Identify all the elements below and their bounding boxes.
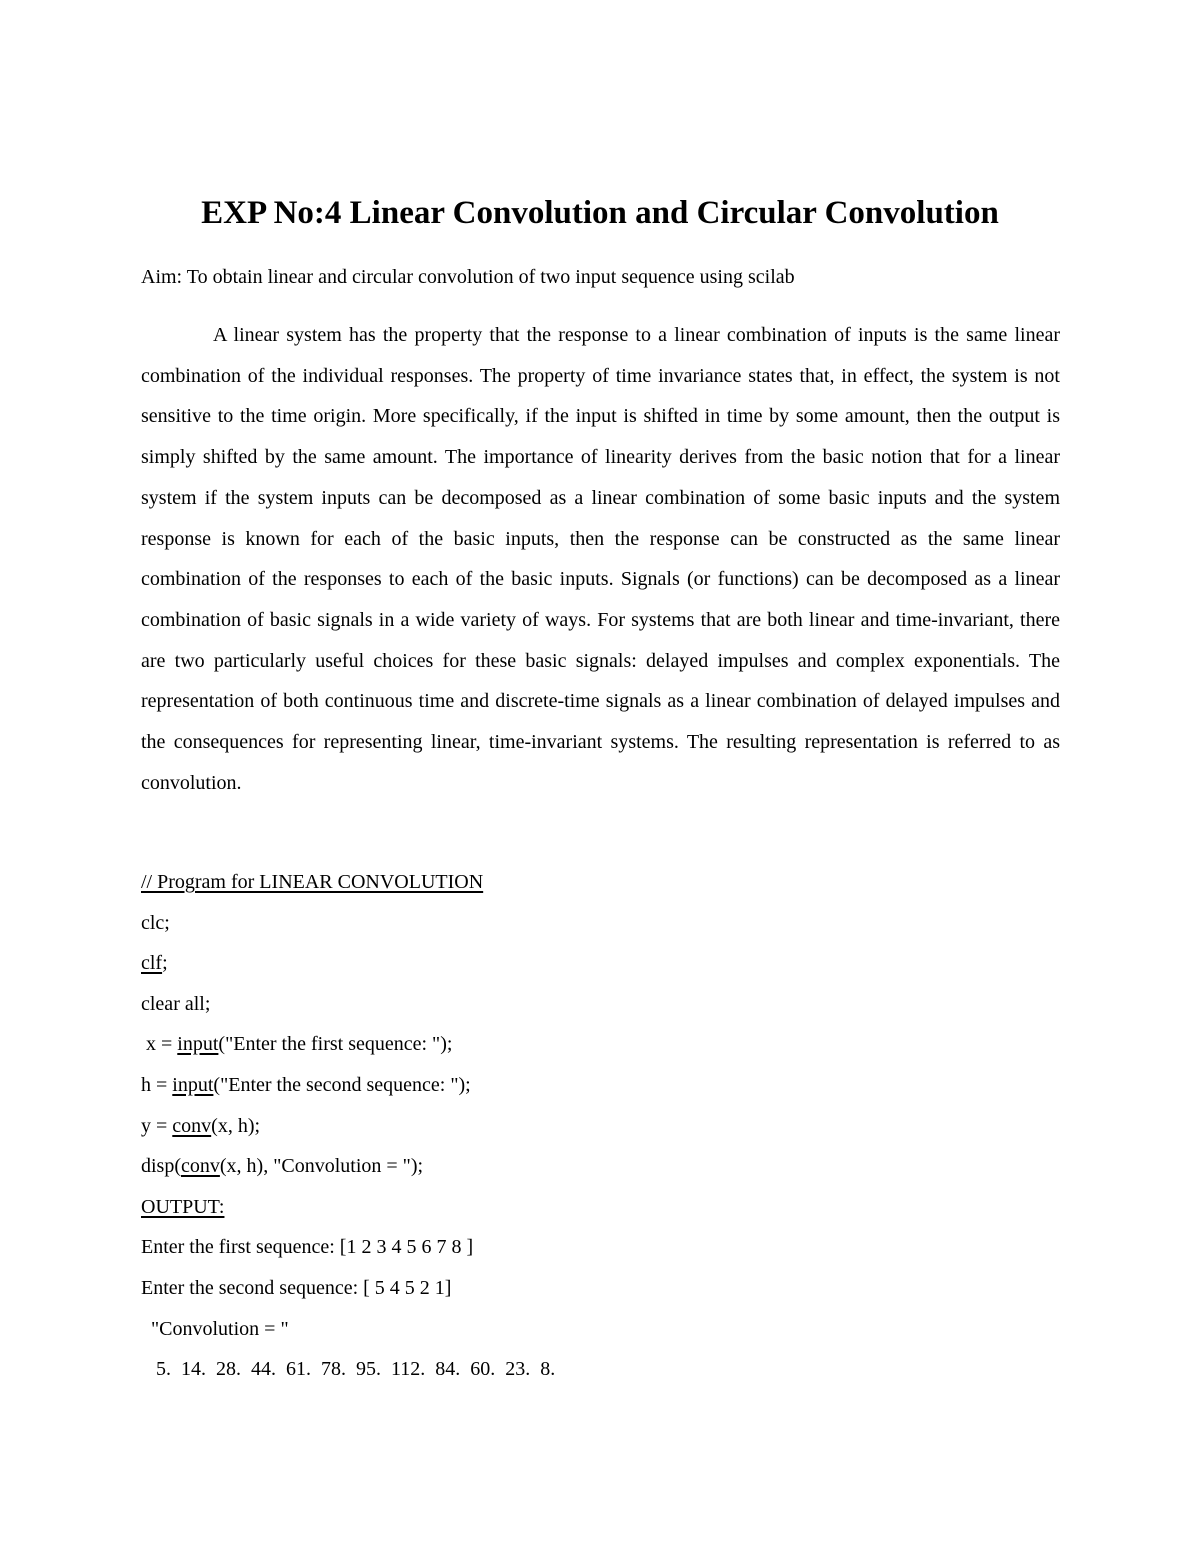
output-second-sequence: Enter the second sequence: [ 5 4 5 2 1] (141, 1276, 452, 1299)
code-text: disp( (141, 1155, 181, 1178)
output-convolution-result: 5. 14. 28. 44. 61. 78. 95. 112. 84. 60. 23. 8. (141, 1358, 556, 1381)
page-title: EXP No:4 Linear Convolution and Circular Convolution (201, 195, 999, 231)
code-text: ("Enter the first sequence: "); (218, 1033, 453, 1056)
code-keyword: conv (172, 1114, 212, 1137)
output-first-sequence: Enter the first sequence: [1 2 3 4 5 6 7 8 ] (141, 1236, 474, 1259)
code-comment: // Program for LINEAR CONVOLUTION (141, 871, 484, 893)
code-text: ; (162, 952, 168, 975)
code-keyword: input (177, 1033, 219, 1056)
code-line-clear: clear all; (141, 992, 211, 1015)
output-heading: OUTPUT: (141, 1195, 225, 1218)
code-text: h = (141, 1073, 173, 1096)
code-text: (x, h), "Convolution = "); (219, 1155, 424, 1178)
code-text: x = (141, 1033, 178, 1056)
output-heading-line (141, 1187, 1071, 1228)
code-text: y = (141, 1114, 173, 1137)
code-line-clf (141, 943, 1071, 984)
code-line-x (141, 1024, 1071, 1065)
code-listing (141, 862, 1071, 1390)
code-text: ("Enter the second sequence: "); (213, 1073, 471, 1096)
output-convolution-label: "Convolution = " (141, 1317, 289, 1340)
code-keyword: input (172, 1073, 214, 1096)
code-line-disp (141, 1146, 1071, 1187)
code-keyword: conv (181, 1155, 220, 1178)
code-line-clc: clc; (141, 911, 170, 934)
code-text: (x, h); (211, 1114, 261, 1137)
aim-statement: Aim: To obtain linear and circular convolution of two input sequence using scilab (141, 266, 795, 288)
code-keyword: clf (141, 952, 163, 975)
code-line-h (141, 1065, 1071, 1106)
intro-paragraph: A linear system has the property that the response to a linear combination of inputs is the same linear combination of the individual responses. The property of time invariance states that, in effect, the system is not sensitive to the time origin. More specifically, if the input is shifted in time by some amount, then the output is simply shifted by the same amount. The importance of linearity derives from the basic notion that for a linear system if the system inputs can be decomposed as a linear combination of some basic inputs and the system response is known for each of the basic inputs, then the response can be constructed as the same linear combination of the responses to each of the basic inputs. Signals (or functions) can be decomposed as a linear combination of basic signals in a wide variety of ways. For systems that are both linear and time-invariant, there are two particularly useful choices for these basic signals: delayed impulses and complex exponentials. The representation of both continuous time and discrete-time signals as a linear combination of delayed impulses and the consequences for representing linear, time-invariant systems. The resulting representation is referred to as convolution. (141, 324, 1060, 794)
code-line-y (141, 1106, 1071, 1147)
code-comment-line (141, 862, 1071, 903)
